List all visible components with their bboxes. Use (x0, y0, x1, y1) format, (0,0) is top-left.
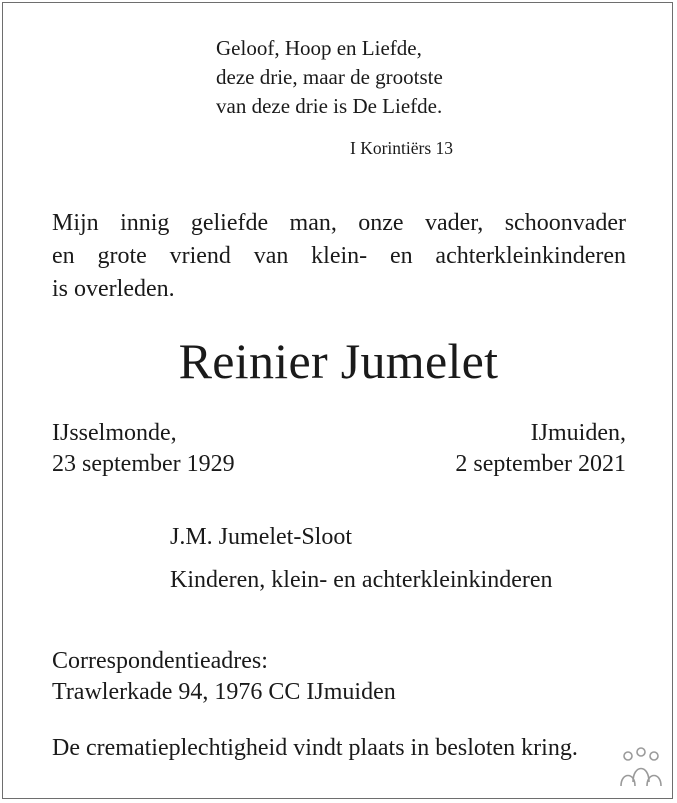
verse-reference: I Korintiërs 13 (350, 138, 454, 158)
verse-line-3: van deze drie is De Liefde. (216, 94, 443, 118)
intro-line-1: Mijn innig geliefde man, onze vader, schoonvader (52, 210, 626, 236)
verse-line-2: deze drie, maar de grootste (216, 65, 443, 89)
correspondence-street: Trawlerkade 94, 1976 CC IJmuiden (52, 679, 396, 705)
spouse-name: J.M. Jumelet-Sloot (170, 524, 353, 550)
family-line: Kinderen, klein- en achterkleinkinderen (170, 567, 553, 593)
verse-line-1: Geloof, Hoop en Liefde, (216, 36, 422, 60)
death-date: 2 september 2021 (455, 451, 626, 477)
people-group-logo-icon (618, 746, 664, 790)
birth-date: 23 september 1929 (52, 451, 235, 477)
correspondence-address (52, 646, 396, 708)
announcement-intro (52, 207, 626, 306)
correspondence-label: Correspondentieadres: (52, 648, 268, 674)
birth-info (52, 418, 235, 480)
birth-place: IJsselmonde, (52, 420, 177, 446)
intro-line-2: en grote vriend van klein- en achterkleinkinderen (52, 243, 626, 269)
deceased-name: Reinier Jumelet (178, 333, 499, 389)
death-place: IJmuiden, (530, 420, 626, 446)
intro-line-3: is overleden. (52, 276, 175, 302)
death-info (455, 418, 626, 480)
bible-verse (216, 34, 443, 121)
ceremony-note: De crematieplechtigheid vindt plaats in besloten kring. (52, 735, 578, 761)
